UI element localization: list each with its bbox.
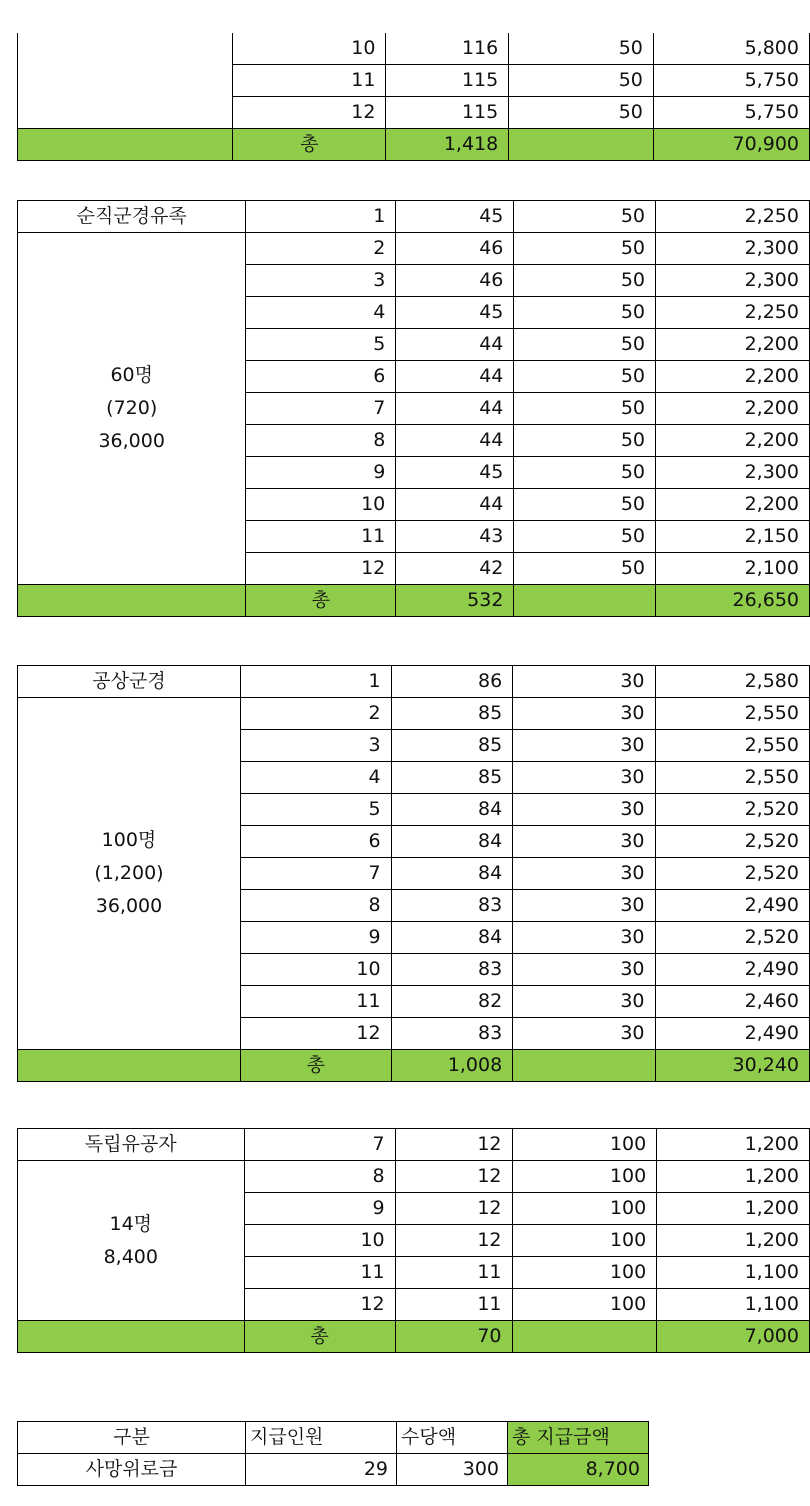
- count-cell: 83: [391, 1018, 513, 1050]
- rate-cell: 30: [513, 986, 655, 1018]
- amount-cell: 2,490: [655, 954, 809, 986]
- amount-cell: 1,100: [657, 1289, 810, 1321]
- total-row: [18, 585, 810, 617]
- rate-cell: 30: [513, 730, 655, 762]
- month-cell: 11: [233, 65, 386, 97]
- total-count: 70: [395, 1321, 512, 1353]
- count-cell: 85: [391, 730, 513, 762]
- summary-category: 사망위로금: [18, 1454, 246, 1486]
- count-cell: 85: [391, 762, 513, 794]
- table-row: [18, 666, 810, 698]
- month-cell: 3: [240, 730, 391, 762]
- rate-cell: 50: [514, 489, 656, 521]
- count-cell: 115: [386, 65, 509, 97]
- rate-cell: 50: [514, 265, 656, 297]
- total-blank-cell: [18, 1321, 245, 1353]
- month-cell: 12: [233, 97, 386, 129]
- total-blank-cell: [18, 1050, 241, 1082]
- rate-cell: 50: [514, 361, 656, 393]
- month-cell: 8: [244, 1161, 395, 1193]
- month-cell: 6: [246, 361, 396, 393]
- month-cell: 9: [246, 457, 396, 489]
- count-cell: 45: [396, 297, 514, 329]
- rate-cell: 100: [512, 1257, 657, 1289]
- month-cell: 7: [246, 393, 396, 425]
- total-count: 1,418: [386, 129, 509, 161]
- category-label: 순직군경유족: [18, 201, 246, 233]
- amount-cell: 5,750: [653, 65, 809, 97]
- count-cell: 12: [395, 1161, 512, 1193]
- rate-cell: 50: [514, 233, 656, 265]
- amount-cell: 2,200: [656, 489, 810, 521]
- table-row: [18, 1161, 810, 1193]
- rate-cell: 50: [514, 521, 656, 553]
- amount-cell: 2,300: [656, 265, 810, 297]
- rate-cell: 30: [513, 794, 655, 826]
- month-cell: 9: [240, 922, 391, 954]
- header-allowance: 수당액: [397, 1422, 508, 1454]
- count-cell: 44: [396, 329, 514, 361]
- group-summary-line: 8,400: [103, 1245, 158, 1268]
- category-cell: [18, 33, 233, 129]
- total-amount: 30,240: [655, 1050, 809, 1082]
- summary-allowance: 300: [397, 1454, 508, 1486]
- rate-cell: 30: [513, 762, 655, 794]
- rate-cell: 30: [513, 1018, 655, 1050]
- month-cell: 5: [246, 329, 396, 361]
- month-cell: 9: [244, 1193, 395, 1225]
- total-label: 총: [246, 585, 396, 617]
- death-consolation-summary-table: [17, 1421, 649, 1486]
- amount-cell: 2,250: [656, 201, 810, 233]
- month-cell: 1: [240, 666, 391, 698]
- group-summary-line: (1,200): [94, 862, 164, 884]
- rate-cell: 30: [513, 890, 655, 922]
- amount-cell: 2,520: [655, 922, 809, 954]
- summary-total: 8,700: [508, 1454, 649, 1486]
- allowance-table: [17, 665, 810, 1082]
- rate-cell: 50: [514, 457, 656, 489]
- month-cell: 7: [240, 858, 391, 890]
- count-cell: 46: [396, 233, 514, 265]
- amount-cell: 1,200: [657, 1161, 810, 1193]
- count-cell: 44: [396, 361, 514, 393]
- group-summary-line: 100명: [101, 829, 157, 851]
- amount-cell: 2,150: [656, 521, 810, 553]
- rate-cell: 50: [514, 425, 656, 457]
- rate-cell: 30: [513, 922, 655, 954]
- total-rate-blank: [509, 129, 654, 161]
- amount-cell: 2,520: [655, 858, 809, 890]
- table-row: [18, 1129, 810, 1161]
- header-people: 지급인원: [246, 1422, 397, 1454]
- rate-cell: 30: [513, 826, 655, 858]
- count-cell: 42: [396, 553, 514, 585]
- count-cell: 84: [391, 858, 513, 890]
- month-cell: 11: [244, 1257, 395, 1289]
- group-summary: [18, 698, 241, 1050]
- group-summary-line: 14명: [109, 1212, 153, 1235]
- header-category: 구분: [18, 1422, 246, 1454]
- group-summary: [18, 1161, 245, 1321]
- amount-cell: 2,460: [655, 986, 809, 1018]
- month-cell: 8: [246, 425, 396, 457]
- month-cell: 10: [246, 489, 396, 521]
- count-cell: 11: [395, 1289, 512, 1321]
- table-row: [18, 233, 810, 265]
- total-row: [18, 1050, 810, 1082]
- count-cell: 46: [396, 265, 514, 297]
- amount-cell: 2,550: [655, 730, 809, 762]
- summary-people: 29: [246, 1454, 397, 1486]
- count-cell: 115: [386, 97, 509, 129]
- month-cell: 11: [246, 521, 396, 553]
- count-cell: 84: [391, 922, 513, 954]
- rate-cell: 30: [513, 666, 655, 698]
- count-cell: 83: [391, 954, 513, 986]
- count-cell: 83: [391, 890, 513, 922]
- total-label: 총: [244, 1321, 395, 1353]
- month-cell: 10: [233, 33, 386, 65]
- rate-cell: 30: [513, 698, 655, 730]
- month-cell: 8: [240, 890, 391, 922]
- amount-cell: 5,750: [653, 97, 809, 129]
- count-cell: 85: [391, 698, 513, 730]
- rate-cell: 30: [513, 858, 655, 890]
- month-cell: 2: [246, 233, 396, 265]
- count-cell: 84: [391, 794, 513, 826]
- table-row: [18, 33, 810, 65]
- count-cell: 12: [395, 1129, 512, 1161]
- month-cell: 12: [246, 553, 396, 585]
- total-label: 총: [233, 129, 386, 161]
- count-cell: 12: [395, 1193, 512, 1225]
- month-cell: 5: [240, 794, 391, 826]
- amount-cell: 1,200: [657, 1225, 810, 1257]
- month-cell: 12: [240, 1018, 391, 1050]
- amount-cell: 2,580: [655, 666, 809, 698]
- month-cell: 1: [246, 201, 396, 233]
- count-cell: 86: [391, 666, 513, 698]
- month-cell: 4: [240, 762, 391, 794]
- total-label: 총: [240, 1050, 391, 1082]
- amount-cell: 2,250: [656, 297, 810, 329]
- amount-cell: 2,200: [656, 425, 810, 457]
- rate-cell: 50: [509, 97, 654, 129]
- total-row: [18, 129, 810, 161]
- amount-cell: 2,490: [655, 890, 809, 922]
- total-row: [18, 1321, 810, 1353]
- month-cell: 3: [246, 265, 396, 297]
- total-count: 1,008: [391, 1050, 513, 1082]
- total-rate-blank: [512, 1321, 657, 1353]
- total-amount: 7,000: [657, 1321, 810, 1353]
- month-cell: 6: [240, 826, 391, 858]
- rate-cell: 50: [514, 329, 656, 361]
- table-row: [18, 201, 810, 233]
- amount-cell: 1,200: [657, 1193, 810, 1225]
- amount-cell: 2,200: [656, 361, 810, 393]
- group-summary: [18, 233, 246, 585]
- amount-cell: 2,490: [655, 1018, 809, 1050]
- rate-cell: 30: [513, 954, 655, 986]
- amount-cell: 2,520: [655, 794, 809, 826]
- rate-cell: 100: [512, 1289, 657, 1321]
- count-cell: 45: [396, 457, 514, 489]
- group-summary-line: 60명: [110, 364, 153, 386]
- category-label: 독립유공자: [18, 1129, 245, 1161]
- summary-header-row: [18, 1422, 649, 1454]
- month-cell: 10: [240, 954, 391, 986]
- amount-cell: 2,200: [656, 393, 810, 425]
- amount-cell: 2,520: [655, 826, 809, 858]
- count-cell: 82: [391, 986, 513, 1018]
- rate-cell: 100: [512, 1193, 657, 1225]
- rate-cell: 50: [514, 297, 656, 329]
- rate-cell: 100: [512, 1129, 657, 1161]
- rate-cell: 100: [512, 1161, 657, 1193]
- summary-data-row: [18, 1454, 649, 1486]
- total-rate-blank: [513, 1050, 655, 1082]
- category-label: 공상군경: [18, 666, 241, 698]
- count-cell: 44: [396, 489, 514, 521]
- allowance-table: [17, 200, 810, 617]
- amount-cell: 2,550: [655, 762, 809, 794]
- rate-cell: 100: [512, 1225, 657, 1257]
- count-cell: 45: [396, 201, 514, 233]
- header-total-amount: 총 지급금액: [508, 1422, 649, 1454]
- count-cell: 43: [396, 521, 514, 553]
- count-cell: 44: [396, 425, 514, 457]
- count-cell: 11: [395, 1257, 512, 1289]
- rate-cell: 50: [514, 393, 656, 425]
- month-cell: 7: [244, 1129, 395, 1161]
- count-cell: 44: [396, 393, 514, 425]
- total-blank-cell: [18, 585, 246, 617]
- amount-cell: 1,100: [657, 1257, 810, 1289]
- table-row: [18, 698, 810, 730]
- rate-cell: 50: [509, 65, 654, 97]
- rate-cell: 50: [514, 201, 656, 233]
- group-summary-line: 36,000: [98, 430, 165, 452]
- group-summary-line: 36,000: [95, 895, 163, 917]
- amount-cell: 2,100: [656, 553, 810, 585]
- month-cell: 2: [240, 698, 391, 730]
- count-cell: 12: [395, 1225, 512, 1257]
- amount-cell: 2,300: [656, 233, 810, 265]
- amount-cell: 2,300: [656, 457, 810, 489]
- group-summary-line: (720): [106, 397, 158, 419]
- total-blank-cell: [18, 129, 233, 161]
- total-amount: 26,650: [656, 585, 810, 617]
- total-count: 532: [396, 585, 514, 617]
- month-cell: 11: [240, 986, 391, 1018]
- amount-cell: 2,200: [656, 329, 810, 361]
- amount-cell: 1,200: [657, 1129, 810, 1161]
- amount-cell: 2,550: [655, 698, 809, 730]
- rate-cell: 50: [509, 33, 654, 65]
- count-cell: 116: [386, 33, 509, 65]
- total-rate-blank: [514, 585, 656, 617]
- count-cell: 84: [391, 826, 513, 858]
- month-cell: 10: [244, 1225, 395, 1257]
- month-cell: 4: [246, 297, 396, 329]
- allowance-table: [17, 1128, 810, 1353]
- rate-cell: 50: [514, 553, 656, 585]
- month-cell: 12: [244, 1289, 395, 1321]
- amount-cell: 5,800: [653, 33, 809, 65]
- allowance-table: [17, 33, 810, 161]
- total-amount: 70,900: [653, 129, 809, 161]
